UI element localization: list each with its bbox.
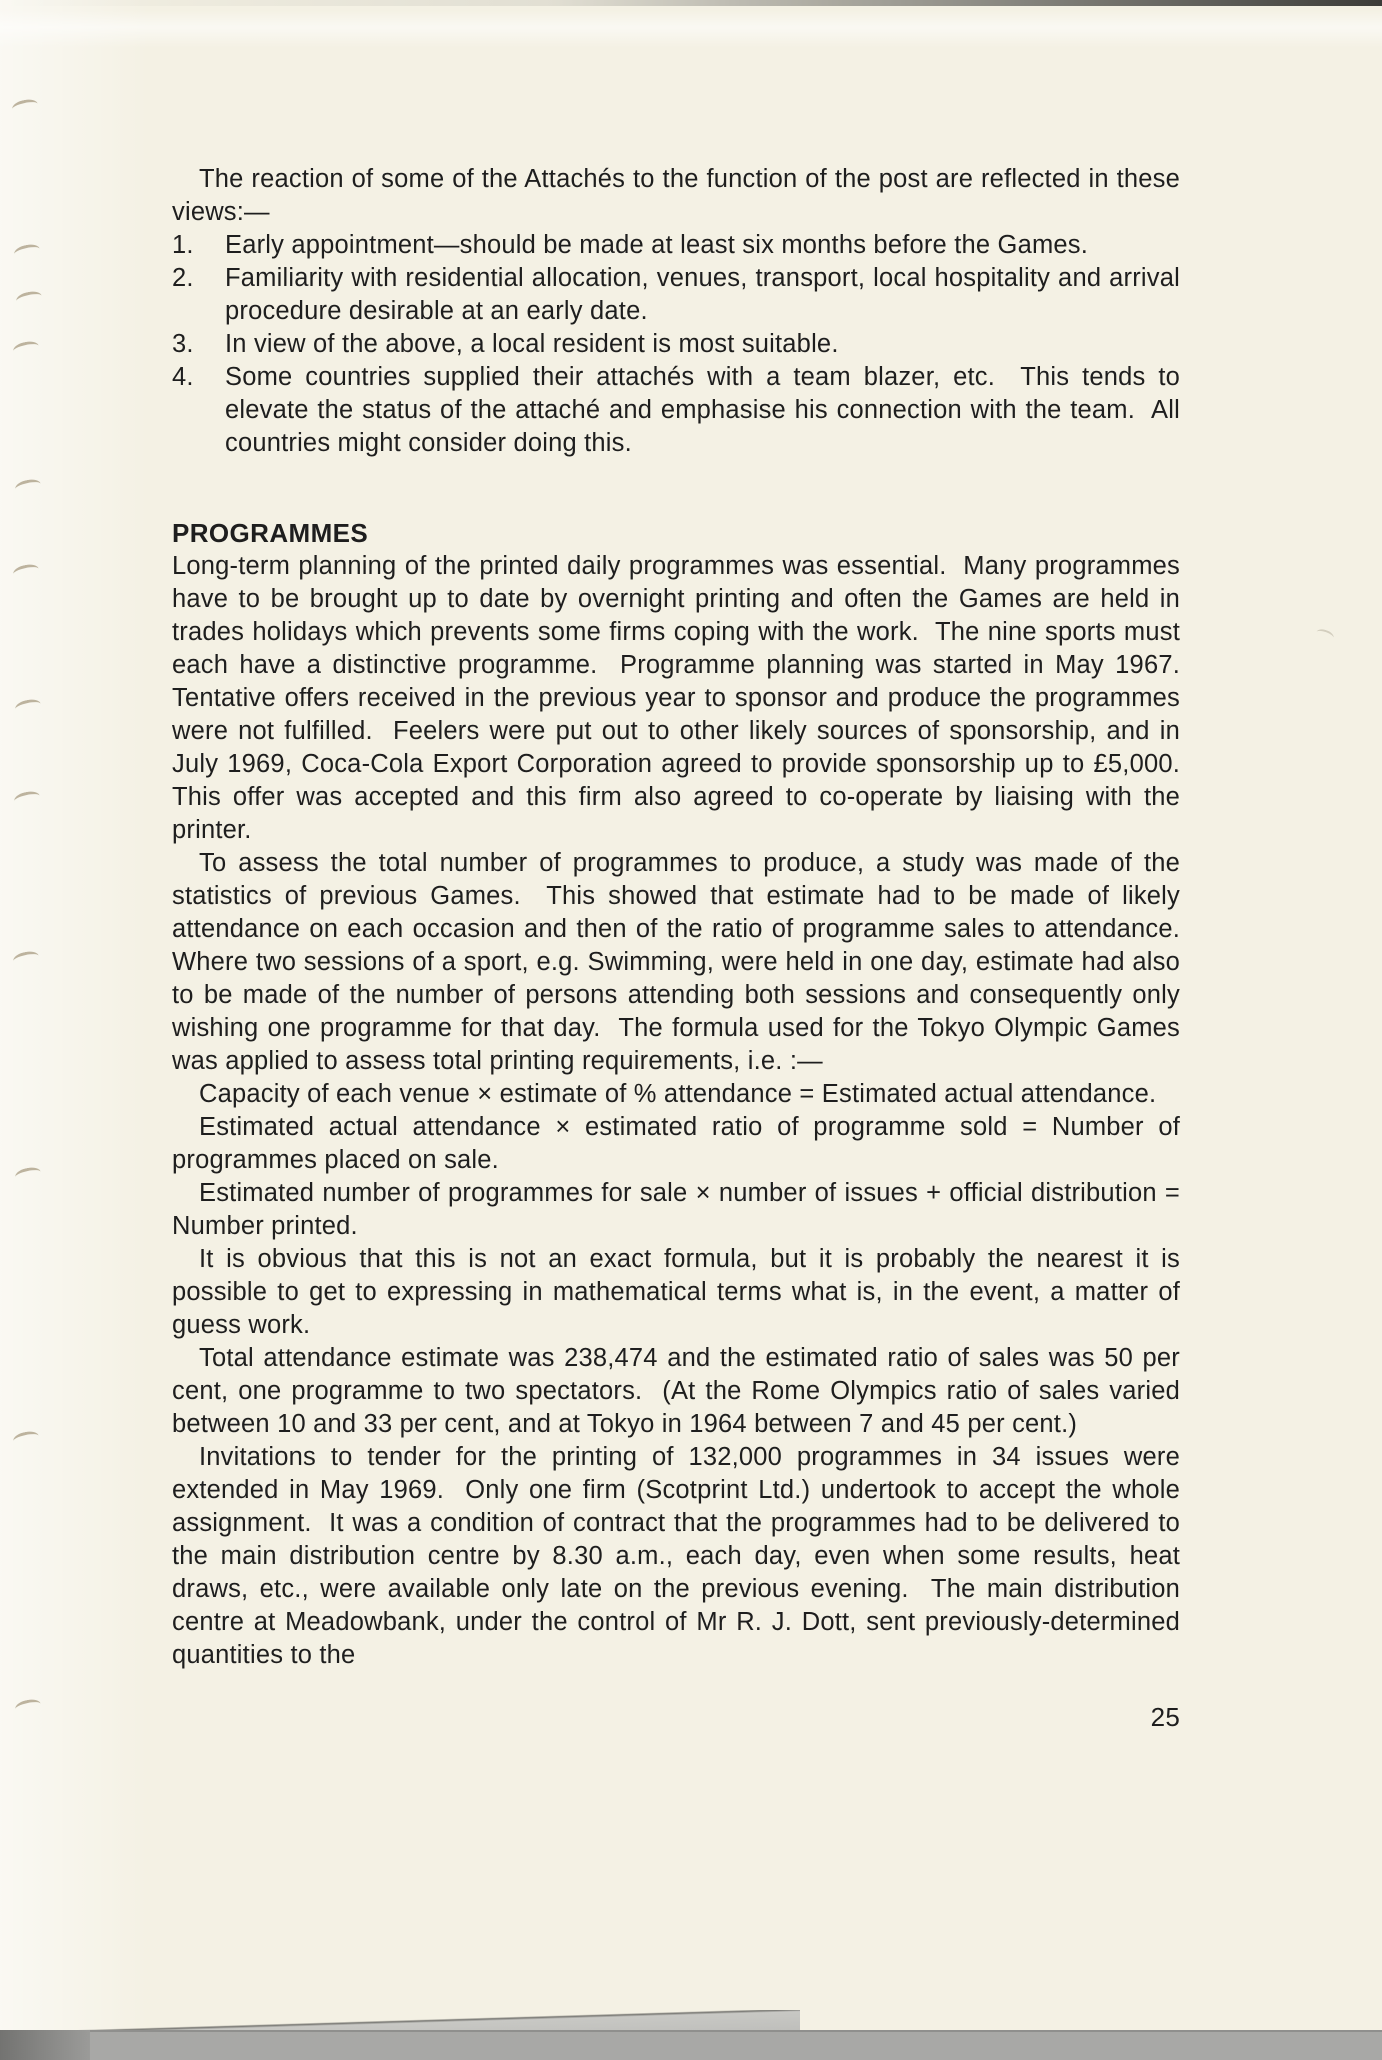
body-paragraph: It is obvious that this is not an exact formula, but it is probably the nearest it is possible to get to expressing in mathematical terms what is, in the event, a matter of guess work. bbox=[172, 1245, 1188, 1339]
document-text-block bbox=[172, 163, 1195, 1734]
item-number: 2. bbox=[172, 264, 194, 292]
scan-bottom-left-shadow bbox=[0, 2030, 90, 2060]
scan-artifact-mark bbox=[12, 949, 40, 967]
list-item bbox=[172, 328, 1180, 361]
item-text: In view of the above, a local resident is most suitable. bbox=[225, 330, 839, 358]
scan-artifact-mark bbox=[14, 1165, 42, 1183]
body-paragraph: Long-term planning of the printed daily programmes was essential. Many programmes have to be brought up to date by overnight printing and often the Games are held in trades holidays which prevents some firms coping with the work. The nine sports must each have a distinctive programme. Programme planning was started in May 1967. Tentative offers received in the previous year to sponsor and produce the programmes were not fulfilled. Feelers were put out to other likely sources of sponsorship, and in July 1969, Coca-Cola Export Corporation agreed to provide sponsorship up to £5,000. This offer was accepted and this firm also agreed to co-operate by liaising with the printer. bbox=[172, 552, 1195, 844]
body-paragraph: To assess the total number of programmes to produce, a study was made of the statistics of previous Games. This showed that estimate had to be made of likely attendance on each occasion and then of the ratio of programme sales to attendance. Where two sessions of a sport, e.g. Swimming, were held in one day, estimate had also to be made of the number of persons attending both sessions and consequently only wishing one programme for that day. The formula used for the Tokyo Olympic Games was applied to assess total printing requirements, i.e. :— bbox=[172, 849, 1195, 1075]
item-text: Familiarity with residential allocation, venues, transport, local hospitality and arrival procedure desirable at an early date. bbox=[225, 264, 1188, 325]
numbered-list bbox=[172, 229, 1188, 460]
item-text: Some countries supplied their attachés with a team blazer, etc. This tends to elevate the status of the attaché and emphasise his connection with the team. All countries might consider doing this. bbox=[225, 363, 1188, 457]
scan-artifact-mark bbox=[15, 289, 43, 307]
item-number: 3. bbox=[172, 330, 194, 358]
item-number: 4. bbox=[172, 363, 194, 391]
scan-artifact-smudge bbox=[1315, 627, 1335, 643]
scan-artifact-mark bbox=[13, 789, 41, 807]
section-heading: PROGRAMMES bbox=[172, 518, 369, 548]
page-left-light-edge bbox=[0, 0, 150, 2060]
scan-bottom-shadow bbox=[0, 2030, 1382, 2060]
scan-light-stripe bbox=[0, 10, 1382, 48]
scan-artifact-mark bbox=[13, 242, 41, 260]
scan-artifact-mark bbox=[14, 697, 42, 715]
scan-artifact-mark bbox=[12, 562, 40, 580]
body-paragraph formula-paragraph: Estimated actual attendance × estimated ratio of programme sold = Number of programmes placed on sale. bbox=[172, 1113, 1188, 1174]
scan-artifact-mark bbox=[14, 1697, 42, 1715]
scan-artifact-mark bbox=[14, 477, 42, 495]
list-item bbox=[172, 262, 1188, 328]
scan-top-edge-shadow bbox=[0, 0, 1382, 6]
list-item bbox=[172, 361, 1188, 460]
body-paragraph formula-paragraph: Estimated number of programmes for sale × number of issues + official distribution = Number printed. bbox=[172, 1179, 1188, 1240]
page-number: 25 bbox=[1150, 1702, 1180, 1732]
scan-artifact-mark bbox=[12, 339, 40, 357]
scan-artifact-mark bbox=[12, 1429, 40, 1447]
list-item bbox=[172, 229, 1180, 262]
body-paragraph formula-paragraph: Capacity of each venue × estimate of % attendance = Estimated actual attendance. bbox=[199, 1080, 1157, 1108]
intro-paragraph: The reaction of some of the Attachés to the function of the post are reflected in these views:— bbox=[172, 165, 1188, 226]
body-paragraph: Invitations to tender for the printing of 132,000 programmes in 34 issues were extended in May 1969. Only one firm (Scotprint Ltd.) undertook to accept the whole assignment. It was a condition of contract that the programmes had to be delivered to the main distribution centre by 8.30 a.m., each day, even when some results, heat draws, etc., were available only late on the previous evening. The main distribution centre at Meadowbank, under the control of Mr R. J. Dott, sent previously-determined quantities to the bbox=[172, 1443, 1188, 1669]
item-text: Early appointment—should be made at least six months before the Games. bbox=[225, 231, 1089, 259]
item-number: 1. bbox=[172, 231, 194, 259]
body-paragraph: Total attendance estimate was 238,474 and the estimated ratio of sales was 50 per cent, one programme to two spectators. (At the Rome Olympics ratio of sales varied between 10 and 33 per cent, and at Tokyo in 1964 between 7 and 45 per cent.) bbox=[172, 1344, 1188, 1438]
scan-artifact-mark bbox=[11, 97, 39, 115]
